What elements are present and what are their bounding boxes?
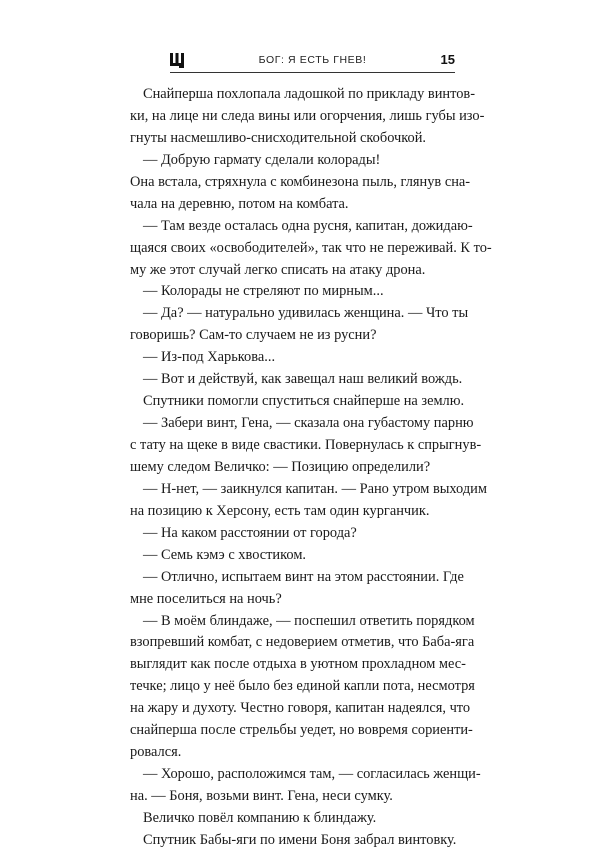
text-line: — На каком расстоянии от города? bbox=[143, 524, 357, 541]
text-line: — Забери винт, Гена, — сказала она губастому парню bbox=[143, 415, 474, 432]
text-line: чала на деревню, потом на комбата. bbox=[130, 195, 349, 212]
text-line: — Да? — натурально удивилась женщина. — Что ты bbox=[143, 305, 469, 322]
body-text bbox=[130, 84, 492, 852]
text-line: му же этот случай легко списать на атаку дрона. bbox=[130, 261, 426, 278]
text-line: на жару и духоту. Честно говоря, капитан надеялся, что bbox=[130, 700, 471, 717]
text-line: — Хорошо, расположимся там, — согласилась женщи- bbox=[143, 766, 481, 783]
page-number: 15 bbox=[440, 52, 455, 67]
text-line: щаяся своих «освободителей», так что не переживай. К то- bbox=[130, 239, 492, 256]
text-line: — Н-нет, — заикнулся капитан. — Рано утром выходим bbox=[143, 480, 487, 497]
header-rule bbox=[170, 72, 455, 73]
text-line: — Отлично, испытаем винт на этом расстоянии. Где bbox=[143, 568, 464, 585]
text-line: — Семь кэмэ с хвостиком. bbox=[143, 546, 307, 563]
text-line: ки, на лице ни следа вины или огорчения, лишь губы изо- bbox=[130, 107, 485, 124]
text-line: снайперша после стрельбы уедет, но вовремя сориенти- bbox=[130, 722, 473, 739]
text-line: мне поселиться на ночь? bbox=[130, 590, 282, 607]
text-line: ровался. bbox=[130, 744, 182, 761]
running-title: БОГ: Я ЕСТЬ ГНЕВ! bbox=[258, 54, 367, 66]
text-line: — Вот и действуй, как завещал наш великий вождь. bbox=[143, 371, 463, 388]
text-line: с тату на щеке в виде свастики. Повернулась к спрыгнув- bbox=[130, 437, 482, 453]
text-line: Она встала, стряхнула с комбинезона пыль, глянув сна- bbox=[130, 173, 471, 190]
text-line: выглядит как после отдыха в уютном прохладном мес- bbox=[130, 656, 466, 673]
text-line: Спутник Бабы-яги по имени Боня забрал винтовку. bbox=[143, 831, 457, 848]
text-line: — В моём блиндаже, — поспешил ответить порядком bbox=[143, 612, 475, 629]
text-line: Снайперша похлопала ладошкой по прикладу винтов- bbox=[143, 86, 475, 102]
text-line: на. — Боня, возьми винт. Гена, неси сумку. bbox=[130, 788, 393, 804]
text-line: гнуты насмешливо-снисходительной скобочкой. bbox=[130, 129, 427, 146]
text-line: шему следом Величко: — Позицию определили? bbox=[130, 458, 431, 475]
text-line: — Добрую гармату сделали колорады! bbox=[143, 151, 381, 168]
running-header bbox=[170, 53, 455, 71]
text-line: — Колорады не стреляют по мирным... bbox=[143, 283, 384, 300]
text-line: Спутники помогли спуститься снайперше на землю. bbox=[143, 393, 465, 410]
text-line: — Из-под Харькова... bbox=[143, 349, 276, 366]
text-line: на позицию к Херсону, есть там один курганчик. bbox=[130, 502, 430, 519]
text-line: течке; лицо у неё было без единой капли пота, несмотря bbox=[130, 678, 475, 695]
text-line: — Там везде осталась одна русня, капитан, дожидаю- bbox=[143, 217, 473, 234]
text-line: взопревший комбат, с недоверием отметив, что Баба-яга bbox=[130, 634, 475, 651]
text-line: Величко повёл компанию к блиндажу. bbox=[143, 809, 377, 826]
text-line: говоришь? Сам-то случаем не из русни? bbox=[130, 327, 377, 344]
